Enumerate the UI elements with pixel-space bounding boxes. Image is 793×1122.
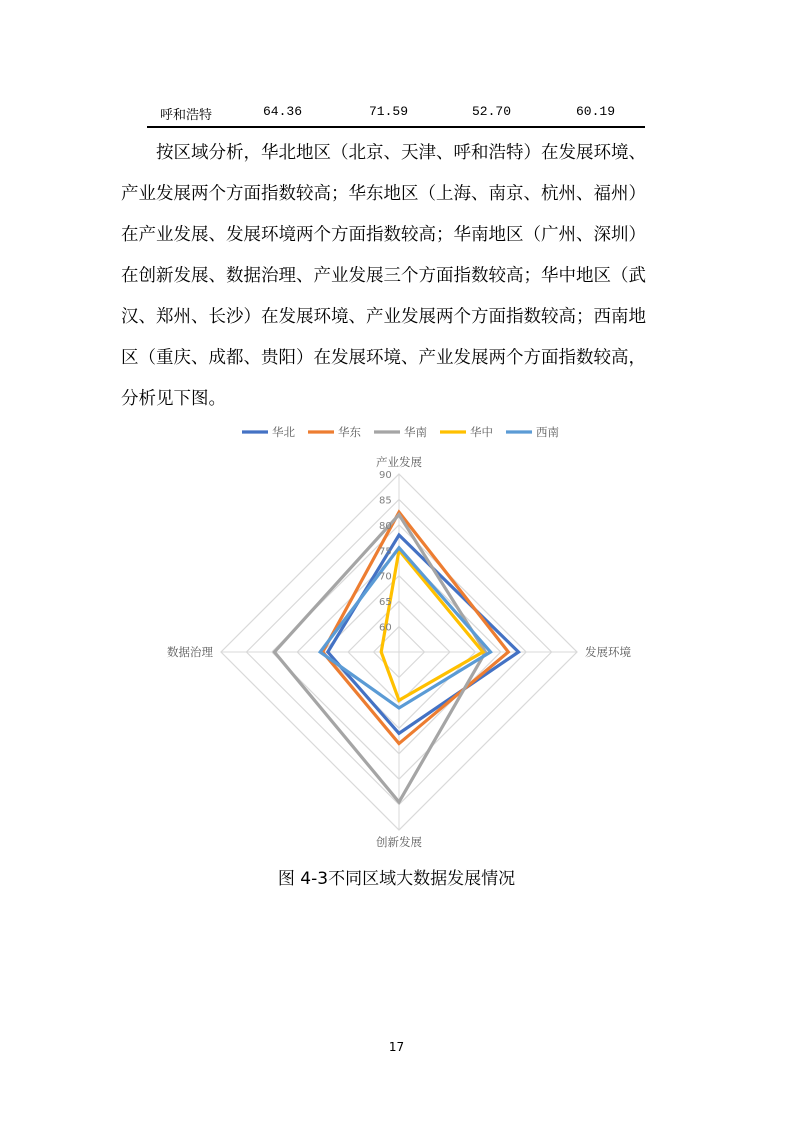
- radar-tick-label: 85: [379, 495, 392, 507]
- radar-tick-label: 75: [379, 546, 392, 558]
- paragraph-line: 产业发展两个方面指数较高；华东地区（上海、南京、杭州、福州）: [121, 184, 646, 204]
- paragraph-line: 分析见下图。: [121, 389, 226, 409]
- paragraph-line: 在产业发展、发展环境两个方面指数较高；华南地区（广州、深圳）: [121, 225, 646, 245]
- radar-chart: [150, 418, 650, 858]
- radar-series-华东: [323, 512, 509, 743]
- radar-tick-label: 80: [379, 520, 392, 532]
- radar-axis-label: 数据治理: [167, 645, 213, 659]
- legend-label: 华北: [272, 425, 295, 439]
- paragraph-line: 区（重庆、成都、贵阳）在发展环境、产业发展两个方面指数较高，: [121, 348, 646, 368]
- table-cell-value: 71.59: [369, 104, 409, 119]
- table-row: [147, 100, 645, 128]
- legend-label: 华东: [338, 425, 361, 439]
- radar-axis-label: 产业发展: [376, 455, 422, 469]
- radar-tick-label: 70: [379, 571, 392, 583]
- table-cell-value: 64.36: [263, 104, 303, 119]
- radar-tick-label: 65: [379, 597, 392, 609]
- body-paragraph: [121, 133, 673, 420]
- paragraph-line: 汉、郑州、长沙）在发展环境、产业发展两个方面指数较高；西南地: [121, 307, 646, 327]
- legend-label: 华中: [470, 425, 493, 439]
- table-cell-value: 52.70: [472, 104, 512, 119]
- radar-axis-label: 发展环境: [585, 645, 631, 659]
- table-cell-value: 60.19: [576, 104, 616, 119]
- table-cell-city: 呼和浩特: [160, 108, 213, 123]
- radar-chart-svg: [150, 418, 650, 858]
- legend-label: 华南: [404, 425, 427, 439]
- radar-tick-label: 90: [379, 470, 392, 481]
- legend-label: 西南: [536, 425, 559, 439]
- figure-caption: 图 4-3不同区域大数据发展情况: [277, 869, 516, 889]
- radar-axis-label: 创新发展: [376, 835, 422, 849]
- page-number: 17: [388, 1040, 405, 1054]
- radar-tick-label: 60: [379, 622, 392, 634]
- paragraph-line: 在创新发展、数据治理、产业发展三个方面指数较高；华中地区（武: [121, 266, 646, 286]
- paragraph-line: 按区域分析，华北地区（北京、天津、呼和浩特）在发展环境、: [156, 143, 646, 163]
